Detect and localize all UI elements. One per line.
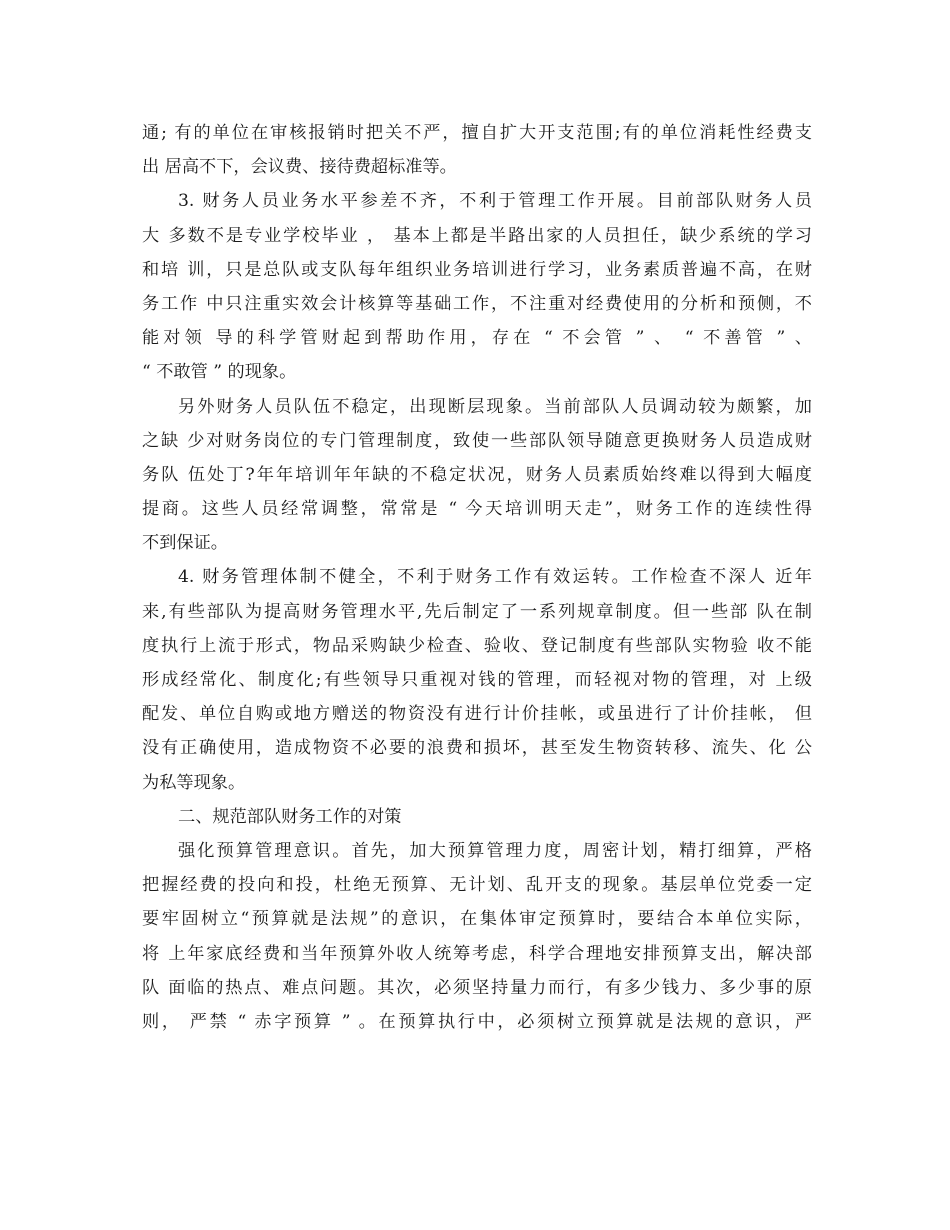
text-line: 强化预算管理意识。首先，加大预算管理力度，周密计划，精打细算，严格 (178, 840, 812, 861)
text-line: 要牢固树立“预算就是法规”的意识，在集体审定预算时，要结合本单位实际， (142, 909, 812, 930)
text-line: 之缺 少对财务岗位的专门管理制度，致使一些部队领导随意更换财务人员造成财 (142, 430, 812, 451)
text-line: 形成经常化、制度化;有些领导只重视对钱的管理，而轻视对物的管理，对 上级 (142, 670, 812, 690)
text-line: 提商。这些人员经常调整，常常是 “ 今天培训明天走”，财务工作的连续性得 (142, 499, 812, 520)
text-line: 为私等现象。 (142, 772, 246, 793)
text-line: 二、规范部队财务工作的对策 (178, 806, 402, 827)
text-line: 配发、单位自购或地方赠送的物资没有进行计价挂帐，或虽进行了计价挂帐， 但 (142, 704, 812, 725)
text-line: 务队 伍处丁?年年培训年年缺的不稳定状况，财务人员素质始终难以得到大幅度 (142, 464, 812, 485)
text-line: 和培 训，只是总队或支队每年组织业务培训进行学习，业务素质普遍不高，在财 (142, 259, 812, 280)
text-line: 度执行上流于形式，物品采购缺少检查、验收、登记制度有些部队实物验 收不能 (142, 635, 812, 656)
text-line: 务工作 中只注重实效会计核算等基础工作，不注重对经费使用的分析和预侧，不 (142, 293, 812, 314)
text-line: 出 居高不下，会议费、接待费超标准等。 (142, 157, 457, 178)
text-line: 队 面临的热点、难点问题。其次，必须坚持量力而行，有多少钱力、多少事的原 (142, 977, 812, 998)
text-line: 把握经费的投向和投，杜绝无预算、无计划、乱开支的现象。基层单位党委一定 (142, 875, 812, 896)
text-line: 没有正确使用，造成物资不必要的浪费和损坏，甚至发生物资转移、流失、化 公 (142, 738, 812, 759)
text-line: 4. 财务管理体制不健全，不利于财务工作有效运转。工作检查不深人 近年 (178, 567, 812, 588)
text-line: 3. 财务人员业务水平参差不齐，不利于管理工作开展。目前部队财务人员 (178, 191, 812, 212)
text-line: 则， 严禁 “ 赤字预算 ” 。在预算执行中，必须树立预算就是法规的意识，严 (142, 1011, 812, 1032)
text-line: 将 上年家底经费和当年预算外收人统筹考虑，科学合理地安排预算支出，解决部 (142, 943, 812, 964)
text-line: 大 多数不是专业学校毕业 ， 基本上都是半路出家的人员担任，缺少系统的学习 (142, 225, 812, 246)
text-line: 另外财务人员队伍不稳定，出现断层现象。当前部队人员调动较为颇繁，加 (178, 396, 812, 417)
text-line: 来,有些部队为提高财务管理水平,先后制定了一系列规章制度。但一些部 队在制 (142, 601, 812, 622)
text-line: 通; 有的单位在审核报销时把关不严，擅自扩大开支范围;有的单位消耗性经费支 (142, 123, 812, 143)
text-line: “ 不敢管 ” 的现象。 (142, 362, 297, 383)
text-line: 不到保证。 (142, 533, 228, 554)
document-page (142, 116, 812, 1039)
text-line: 能对领 导的科学管财起到帮助作用，存在 “ 不会管 ” 、 “ 不善管 ” 、 (142, 328, 812, 349)
